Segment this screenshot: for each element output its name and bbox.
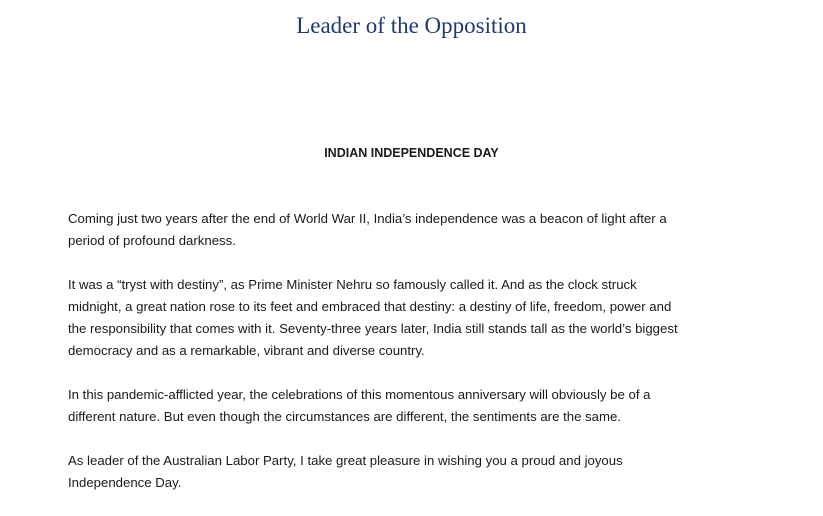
paragraph-line: In this pandemic-afflicted year, the celebrations of this momentous anniversary will obviously be of a xyxy=(68,387,651,402)
paragraph-line: Coming just two years after the end of World War II, India’s independence was a beacon of light after a xyxy=(68,211,667,226)
paragraph-line: the responsibility that comes with it. Seventy-three years later, India still stands tall as the world’s biggest xyxy=(68,321,678,336)
document-heading: INDIAN INDEPENDENCE DAY xyxy=(324,146,499,160)
paragraph-3 xyxy=(68,384,758,428)
paragraph-1 xyxy=(68,208,758,252)
paragraph-line: As leader of the Australian Labor Party, I take great pleasure in wishing you a proud and joyous xyxy=(68,453,623,468)
paragraph-line: It was a “tryst with destiny”, as Prime Minister Nehru so famously called it. And as the clock struck xyxy=(68,277,637,292)
document-body xyxy=(68,208,758,516)
paragraph-line: midnight, a great nation rose to its feet and embraced that destiny: a destiny of life, freedom, power and xyxy=(68,299,672,314)
paragraph-4 xyxy=(68,450,758,494)
paragraph-line: period of profound darkness. xyxy=(68,233,236,248)
paragraph-line: democracy and as a remarkable, vibrant and diverse country. xyxy=(68,343,425,358)
paragraph-line: different nature. But even though the circumstances are different, the sentiments are the same. xyxy=(68,409,621,424)
paragraph-line: Independence Day. xyxy=(68,475,182,490)
letterhead-title: Leader of the Opposition xyxy=(296,13,527,38)
paragraph-2 xyxy=(68,274,758,362)
